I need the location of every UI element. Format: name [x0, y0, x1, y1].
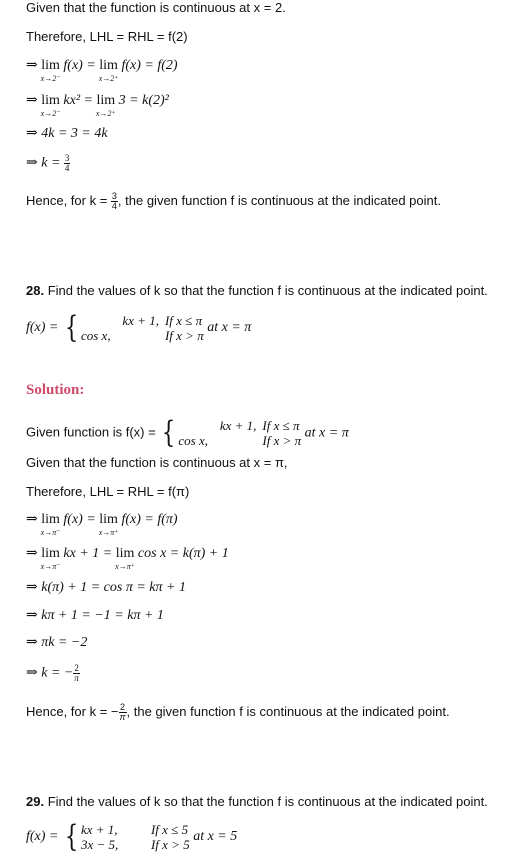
solution-heading: Solution:: [26, 382, 85, 398]
text-line: Given that the function is continuous at x = 2.: [26, 0, 286, 15]
question-29: 29. Find the values of k so that the function f is continuous at the indicated point.: [26, 794, 488, 809]
math-line: ⇒ lim x→π⁻ f(x) = lim x→π⁺ f(x) = f(π): [26, 512, 178, 537]
cases: kx + 1, If x ≤ π cos x, If x > π: [178, 418, 302, 448]
math-line: ⇒ k = − $\frac{2}{\pi}$: [26, 663, 79, 683]
text-line: Therefore, LHL = RHL = f(2): [26, 29, 188, 44]
fraction: $\frac{2}{\pi}$: [74, 663, 79, 683]
brace-icon: {: [162, 415, 176, 450]
piecewise-definition: Given function is f(x) = { kx + 1, If x ≤ π cos x, If x > π at x = π: [26, 415, 349, 450]
implies: ⇒: [26, 58, 42, 73]
limit: lim x→π⁺: [115, 546, 135, 571]
text-line: Therefore, LHL = RHL = f(π): [26, 484, 190, 499]
math-line: ⇒ lim x→2⁻ f(x) = lim x→2⁺ f(x) = f(2): [26, 58, 178, 83]
math-line: ⇒ k(π) + 1 = cos π = kπ + 1: [26, 580, 186, 595]
question-number: 29.: [26, 794, 45, 809]
limit: lim x→2⁻: [40, 93, 61, 118]
limit: lim x→π⁻: [40, 512, 61, 537]
limit: lim x→π⁻: [40, 546, 61, 571]
fraction: $\frac{3}{4}$: [64, 153, 70, 173]
math-line: ⇒ k = $\frac{3}{4}$: [26, 153, 70, 173]
math-line: ⇒ lim x→π⁻ kx + 1 = lim x→π⁺ cos x = k(π) + 1: [26, 546, 229, 571]
brace-icon: {: [64, 310, 79, 345]
limit: lim x→π⁺: [98, 512, 119, 537]
piecewise-definition: f(x) = { kx + 1, If x ≤ π cos x, If x > π at x = π: [26, 310, 252, 345]
piecewise-definition: f(x) = { kx + 1, If x ≤ 5 3x − 5, If x > 5 at x = 5: [26, 819, 238, 854]
cases: kx + 1, If x ≤ 5 3x − 5, If x > 5: [80, 822, 190, 852]
text-line: Given that the function is continuous at x = π,: [26, 455, 288, 470]
fraction: $\frac{3}{4}$: [111, 191, 117, 211]
cases: kx + 1, If x ≤ π cos x, If x > π: [80, 313, 204, 343]
limit: lim x→2⁺: [95, 93, 116, 118]
conclusion-line: Hence, for k = $\frac{3}{4}$ , the given function f is continuous at the indicated point.: [26, 191, 441, 211]
math-line: ⇒ kπ + 1 = −1 = kπ + 1: [26, 608, 164, 623]
question-number: 28.: [26, 283, 45, 298]
brace-icon: {: [64, 819, 79, 854]
conclusion-line: Hence, for k = − $\frac{2}{\pi}$ , the given function f is continuous at the indicated point.: [26, 702, 450, 722]
limit: lim x→2⁺: [98, 58, 119, 83]
question-28: 28. Find the values of k so that the function f is continuous at the indicated point.: [26, 283, 488, 298]
math-line: ⇒ 4k = 3 = 4k: [26, 126, 108, 141]
math-line: ⇒ πk = −2: [26, 635, 88, 650]
limit: lim x→2⁻: [40, 58, 61, 83]
fraction: $\frac{2}{\pi}$: [119, 702, 126, 722]
math-line: ⇒ lim x→2⁻ kx² = lim x→2⁺ 3 = k(2)²: [26, 93, 169, 118]
